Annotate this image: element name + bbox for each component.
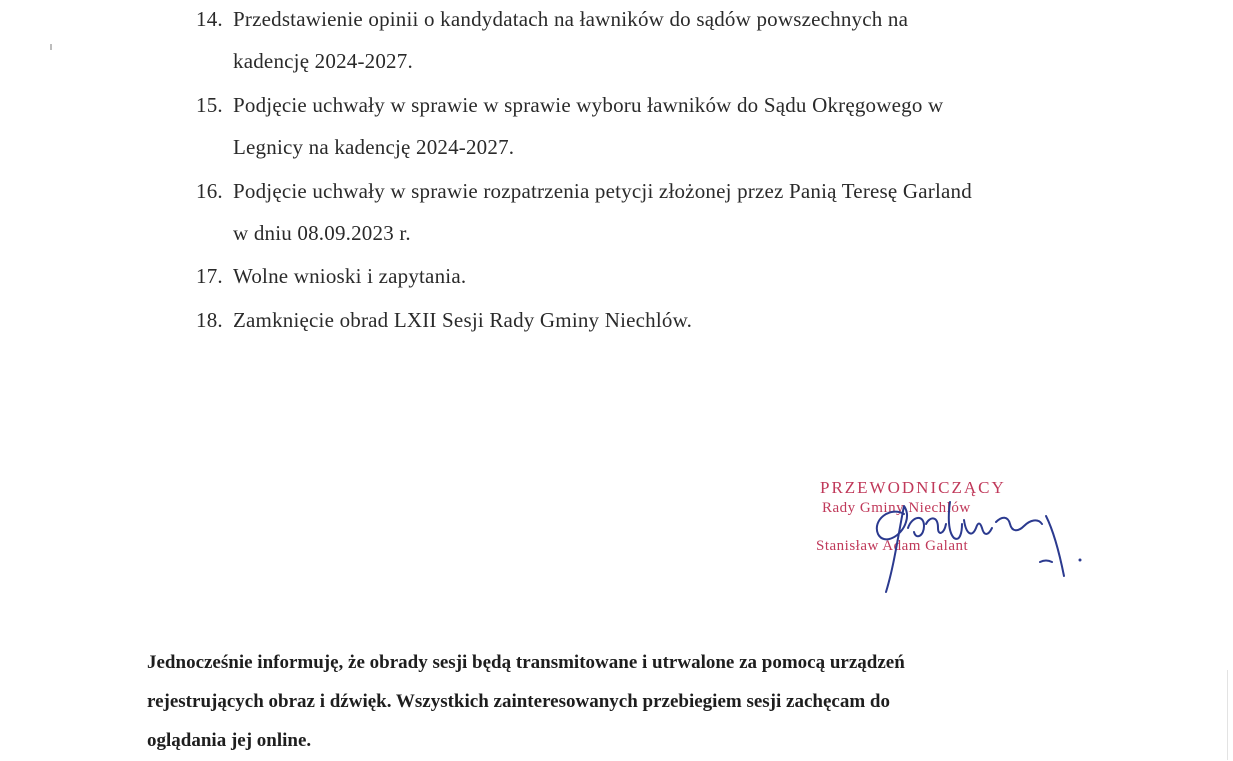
scan-artifact: [50, 44, 52, 50]
agenda-number: 18.: [196, 308, 223, 332]
agenda-number: 14.: [196, 7, 223, 31]
notice-line: oglądania jej online.: [147, 730, 312, 751]
agenda-line: Przedstawienie opinii o kandydatach na ławników do sądów powszechnych na: [233, 7, 909, 31]
agenda-line: Wolne wnioski i zapytania.: [233, 264, 467, 288]
stamp-council: Rady Gminy Niechlów: [822, 500, 971, 516]
chairman-stamp: [812, 476, 1082, 596]
agenda-item-15: [196, 84, 1100, 168]
stamp-title: PRZEWODNICZĄCY: [820, 478, 1006, 497]
agenda-item-16: [196, 170, 1100, 254]
broadcast-notice: [147, 643, 1067, 760]
agenda-item-14: [196, 0, 1100, 82]
signature-icon: [812, 476, 1082, 596]
agenda-number: 15.: [196, 93, 223, 117]
stamp-name: Stanisław Adam Galant: [816, 538, 969, 554]
agenda-number: 16.: [196, 179, 223, 203]
agenda-item-17: [196, 255, 1100, 297]
agenda-text: [233, 84, 1100, 168]
agenda-line: kadencję 2024-2027.: [233, 49, 413, 73]
agenda-line: Zamknięcie obrad LXII Sesji Rady Gminy Niechlów.: [233, 308, 693, 332]
agenda-line: Podjęcie uchwały w sprawie rozpatrzenia petycji złożonej przez Panią Teresę Garland: [233, 179, 972, 203]
scan-edge: [1227, 670, 1228, 760]
agenda-line: Podjęcie uchwały w sprawie w sprawie wyboru ławników do Sądu Okręgowego w: [233, 93, 944, 117]
notice-line: Jednocześnie informuję, że obrady sesji będą transmitowane i utrwalone za pomocą urządzeń: [147, 652, 905, 673]
agenda-text: [233, 0, 1100, 82]
notice-line: rejestrujących obraz i dźwięk. Wszystkich zainteresowanych przebiegiem sesji zachęcam do: [147, 691, 890, 712]
agenda-item-18: [196, 299, 1100, 341]
agenda-number: 17.: [196, 264, 223, 288]
agenda-text: [233, 170, 1100, 254]
agenda-line: w dniu 08.09.2023 r.: [233, 221, 411, 245]
agenda-line: Legnicy na kadencję 2024-2027.: [233, 135, 515, 159]
